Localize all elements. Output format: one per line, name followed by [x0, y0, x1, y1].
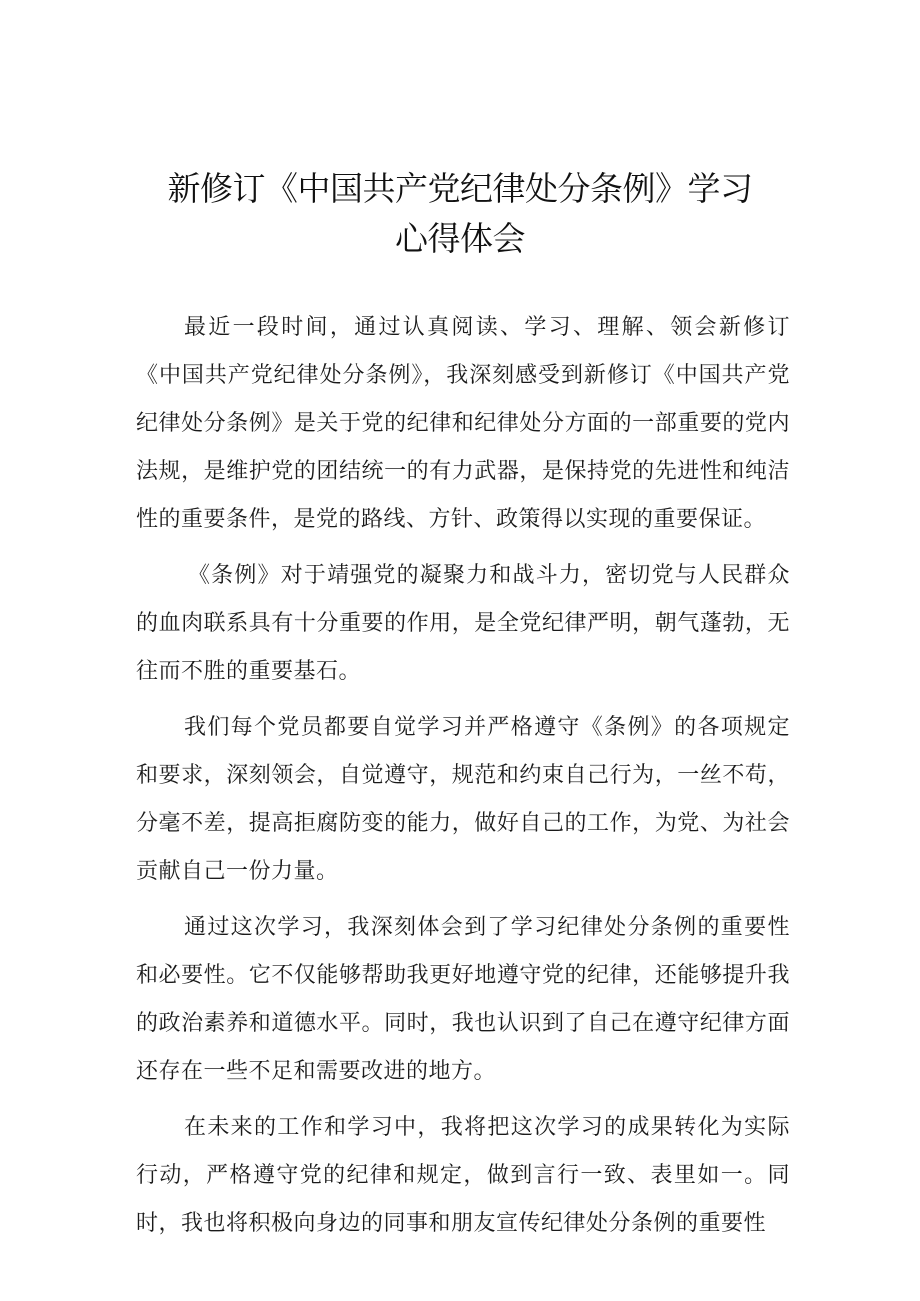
paragraph: 在未来的工作和学习中，我将把这次学习的成果转化为实际行动，严格遵守党的纪律和规定，做到言行一致、表里如一。同时，我也将积极向身边的同事和朋友宣传纪律处分条例的重要性: [136, 1115, 790, 1236]
paragraph: 《条例》对于靖强党的凝聚力和战斗力，密切党与人民群众的血肉联系具有十分重要的作用，是全党纪律严明，朝气蓬勃，无往而不胜的重要基石。: [136, 563, 790, 684]
paragraph: 最近一段时间，通过认真阅读、学习、理解、领会新修订《中国共产党纪律处分条例》，我深刻感受到新修订《中国共产党纪律处分条例》是关于党的纪律和纪律处分方面的一部重要的党内法规，是维护党的团结统一的有力武器，是保持党的先进性和纯洁性的重要条件，是党的路线、方针、政策得以实现的重要保证。: [136, 315, 790, 532]
paragraph: 通过这次学习，我深刻体会到了学习纪律处分条例的重要性和必要性。它不仅能够帮助我更好地遵守党的纪律，还能够提升我的政治素养和道德水平。同时，我也认识到了自己在遵守纪律方面还存在一些不足和需要改进的地方。: [136, 915, 790, 1084]
document-body: [136, 304, 790, 1248]
title-line-1: 新修订《中国共产党纪律处分条例》学习: [167, 169, 753, 208]
title-line-2: 心得体会: [395, 219, 525, 258]
paragraph: 我们每个党员都要自觉学习并严格遵守《条例》的各项规定和要求，深刻领会，自觉遵守，规范和约束自己行为，一丝不苟，分毫不差，提高拒腐防变的能力，做好自己的工作，为党、为社会贡献自己一份力量。: [136, 715, 790, 884]
document-title: [130, 164, 790, 264]
